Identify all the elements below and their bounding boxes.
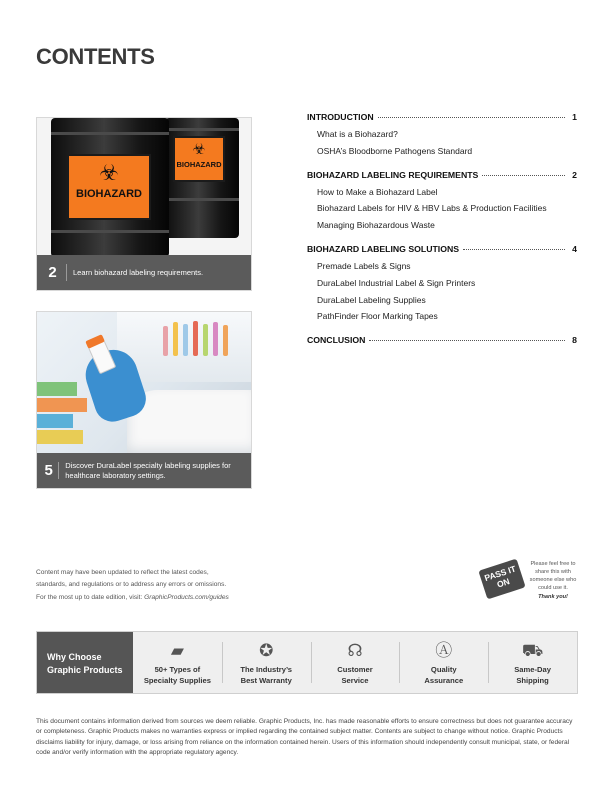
feature-quality-assurance <box>399 632 488 693</box>
feature-card-lab-supplies[interactable] <box>36 311 252 489</box>
biohazard-label <box>67 154 151 220</box>
dot-leader <box>463 249 565 250</box>
card-caption-text: Learn biohazard labeling requirements. <box>73 267 204 277</box>
biohazard-barrels-image <box>37 118 251 257</box>
feature-label: Shipping <box>516 675 549 685</box>
update-note <box>36 567 296 604</box>
award-ribbon-icon: ✪ <box>259 641 274 660</box>
toc-section-title: BIOHAZARD LABELING SOLUTIONS <box>307 243 460 254</box>
feature-label: Quality <box>430 665 457 674</box>
card-caption-text: Discover DuraLabel specialty labeling supplies for healthcare laboratory settings. <box>65 460 231 480</box>
thank-you-text: Thank you! <box>538 594 568 600</box>
toc-item[interactable]: Managing Biohazardous Waste <box>317 220 435 231</box>
dot-leader <box>482 175 565 176</box>
feature-label: Specialty Supplies <box>143 675 211 685</box>
feature-label: 50+ Types of <box>154 665 201 674</box>
legal-disclaimer: This document contains information derived from sources we deem reliable. Graphic Products, Inc. has made reasonable efforts to ensure correctness but does not guarantee accuracy or completeness. Graphic Products makes no warranties express or implied regarding the contained subject matter. Contents are subject to change without notice. Graphic Products disclaims liability for injury, damage, or loss arising from reliance on the information contained herein. Users of this information should independently consult municipal, state, or federal code and/or verify information with the appropriate regulatory agency. <box>36 718 573 756</box>
biohazard-label <box>173 136 225 182</box>
biohazard-symbol-icon: ☣ <box>99 160 119 185</box>
pass-it-on-message: Please feel free to share this with someone else who could use it. <box>529 561 577 591</box>
laboratory-image <box>37 312 251 455</box>
card-page-number: 5 <box>41 462 59 479</box>
biohazard-barrel-front <box>51 118 169 257</box>
page-title: CONTENTS <box>36 44 155 69</box>
toc-section-conclusion <box>307 335 577 345</box>
toc-section-heading[interactable] <box>307 335 577 345</box>
dot-leader <box>369 340 565 341</box>
toc-item[interactable]: Premade Labels & Signs <box>317 260 411 271</box>
pass-it-on-stamp-icon: PASS IT ON <box>478 559 525 600</box>
quality-badge-icon: Ⓐ <box>435 641 453 660</box>
sample-boxes <box>37 382 91 454</box>
feature-label: The Industry’s <box>240 665 292 674</box>
feature-specialty-supplies <box>133 632 222 693</box>
toc-page-number: 8 <box>572 335 577 346</box>
update-note-line: Content may have been updated to reflect the latest codes, <box>36 569 209 576</box>
folder-icon: ▰ <box>170 641 184 660</box>
why-choose-line: Graphic Products <box>47 665 123 675</box>
card-caption <box>37 453 251 488</box>
feature-label: Customer <box>337 665 373 674</box>
biohazard-barrel-back <box>165 118 239 238</box>
headset-icon: ☊ <box>347 641 363 660</box>
toc-section-heading[interactable] <box>307 112 577 122</box>
toc-section-heading[interactable] <box>307 244 577 254</box>
toc-item[interactable]: DuraLabel Labeling Supplies <box>317 294 426 305</box>
feature-warranty <box>222 632 311 693</box>
toc-item[interactable]: Biohazard Labels for HIV & HBV Labs & Production Facilities <box>317 203 547 214</box>
feature-same-day-shipping <box>488 632 577 693</box>
why-choose-line: Why Choose <box>47 652 102 662</box>
guides-link[interactable]: GraphicProducts.com/guides <box>144 593 229 601</box>
toc-page-number: 2 <box>572 169 577 180</box>
why-choose-heading <box>37 632 133 693</box>
toc-item[interactable]: DuraLabel Industrial Label & Sign Printers <box>317 277 476 288</box>
biohazard-label-text: BIOHAZARD <box>176 160 222 169</box>
toc-item[interactable]: How to Make a Biohazard Label <box>317 186 438 197</box>
feature-label: Best Warranty <box>240 675 292 685</box>
toc-item[interactable]: What is a Biohazard? <box>317 129 398 139</box>
card-caption <box>37 255 251 290</box>
toc-section-requirements <box>307 170 577 234</box>
toc-section-introduction <box>307 112 577 160</box>
delivery-truck-icon: ⛟ <box>521 641 544 660</box>
toc-section-title: CONCLUSION <box>307 335 366 346</box>
dot-leader <box>378 117 565 118</box>
toc-section-heading[interactable] <box>307 170 577 180</box>
feature-label: Service <box>341 675 369 685</box>
toc-section-title: INTRODUCTION <box>307 112 374 122</box>
update-note-prefix: For the most up to date edition, visit: <box>36 593 145 601</box>
toc-section-title: BIOHAZARD LABELING REQUIREMENTS <box>307 169 479 180</box>
feature-label: Assurance <box>424 675 464 685</box>
card-page-number: 2 <box>41 264 67 281</box>
toc-page-number: 1 <box>572 112 577 122</box>
biohazard-label-text: BIOHAZARD <box>76 188 142 200</box>
update-note-source <box>36 592 296 604</box>
update-note-line: standards, and regulations or to address any errors or omissions. <box>36 581 227 589</box>
biohazard-symbol-icon: ☣ <box>192 141 206 158</box>
pass-it-on-badge <box>478 560 578 606</box>
toc-item[interactable]: OSHA’s Bloodborne Pathogens Standard <box>317 145 473 156</box>
toc-item[interactable]: PathFinder Floor Marking Tapes <box>317 311 438 322</box>
toc-section-solutions <box>307 244 577 325</box>
feature-label: Same-Day <box>514 665 551 674</box>
table-of-contents <box>307 112 577 355</box>
toc-page-number: 4 <box>572 243 577 254</box>
feature-card-biohazard-requirements[interactable] <box>36 117 252 291</box>
why-choose-banner <box>36 631 578 694</box>
feature-customer-service <box>311 632 400 693</box>
pass-it-on-text <box>526 560 580 601</box>
